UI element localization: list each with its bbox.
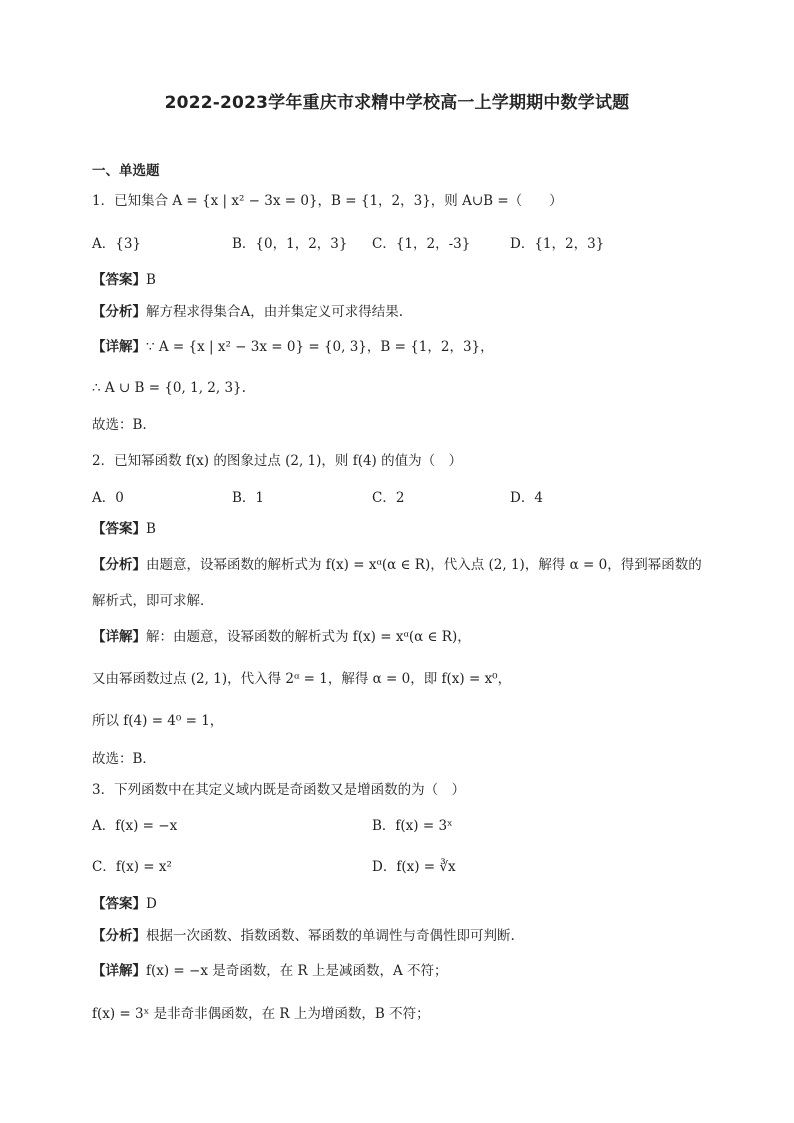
- analysis-tag: 【分析】: [92, 304, 146, 320]
- q1-conclusion: 故选：B.: [92, 417, 147, 433]
- analysis-text: 由题意，设幂函数的解析式为 f(x) = xᵅ(α ∈ R)，代入点 (2, 1)，解得 α = 0，得到幂函数的: [146, 557, 702, 573]
- answer-tag: 【答案】: [92, 521, 146, 537]
- q3-option-d: D．f(x) = ∛x: [372, 859, 456, 875]
- question-3-stem: 3．下列函数中在其定义域内既是奇函数又是增函数的为（ ）: [92, 782, 466, 798]
- question-2-stem: 2．已知幂函数 f(x) 的图象过点 (2, 1)，则 f(4) 的值为（ ）: [92, 453, 463, 469]
- q1-option-c: C．{1，2，-3}: [372, 236, 471, 252]
- question-1-stem: 1．已知集合 A = {x | x² − 3x = 0}，B = {1，2，3}，则 A∪B =（ ）: [92, 193, 563, 209]
- q2-analysis-line-2: 解析式，即可求解．: [92, 593, 214, 609]
- detail-text: 解：由题意，设幂函数的解析式为 f(x) = xᵅ(α ∈ R)，: [146, 629, 471, 645]
- q2-analysis: [92, 556, 702, 574]
- q1-option-d: D．{1，2，3}: [510, 236, 605, 252]
- q3-option-c: C．f(x) = x²: [92, 859, 172, 875]
- page-title: 2022-2023学年重庆市求精中学校高一上学期期中数学试题: [164, 93, 630, 113]
- answer-tag: 【答案】: [92, 272, 146, 288]
- q3-analysis: [92, 927, 515, 945]
- q1-detail-line-2: ∴ A ∪ B = {0, 1, 2, 3}.: [92, 380, 246, 396]
- q1-option-b: B．{0，1，2，3}: [232, 236, 348, 252]
- answer-tag: 【答案】: [92, 896, 146, 912]
- q2-option-b: B．1: [232, 490, 265, 506]
- analysis-text: 解方程求得集合A，由并集定义可求得结果.: [146, 304, 404, 320]
- q2-conclusion: 故选：B．: [92, 751, 156, 767]
- q3-answer: [92, 895, 157, 913]
- q2-detail: [92, 628, 471, 646]
- detail-tag: 【详解】: [92, 629, 146, 645]
- q2-answer: [92, 520, 156, 538]
- section-heading: 一、单选题: [92, 163, 160, 179]
- detail-text: ∵ A = {x | x² − 3x = 0} = {0, 3}，B = {1，2，3}，: [146, 339, 494, 355]
- q1-analysis: [92, 303, 403, 321]
- q2-option-a: A．0: [92, 490, 124, 506]
- q3-option-b: B．f(x) = 3ˣ: [372, 818, 453, 834]
- analysis-tag: 【分析】: [92, 557, 146, 573]
- detail-tag: 【详解】: [92, 339, 146, 355]
- analysis-tag: 【分析】: [92, 928, 146, 944]
- q2-detail-line-2: 又由幂函数过点 (2, 1)，代入得 2ᵅ = 1，解得 α = 0，即 f(x) = x⁰，: [92, 671, 512, 687]
- q2-option-c: C．2: [372, 490, 405, 506]
- q3-detail-line-2: f(x) = 3ˣ 是非奇非偶函数，在 R 上为增函数，B 不符；: [92, 1006, 430, 1022]
- detail-tag: 【详解】: [92, 963, 146, 979]
- answer-value: B: [146, 521, 156, 537]
- q3-detail: [92, 962, 448, 980]
- answer-value: B: [146, 272, 156, 288]
- q2-detail-line-3: 所以 f(4) = 4⁰ = 1，: [92, 713, 224, 729]
- q1-detail: [92, 338, 494, 356]
- answer-value: D: [146, 896, 157, 912]
- analysis-text: 根据一次函数、指数函数、幂函数的单调性与奇偶性即可判断.: [146, 928, 515, 944]
- q2-option-d: D．4: [510, 490, 543, 506]
- q1-answer: [92, 271, 156, 289]
- detail-text: f(x) = −x 是奇函数，在 R 上是减函数，A 不符；: [146, 963, 448, 979]
- q1-option-a: A．{3}: [92, 236, 142, 252]
- q3-option-a: A．f(x) = −x: [92, 818, 178, 834]
